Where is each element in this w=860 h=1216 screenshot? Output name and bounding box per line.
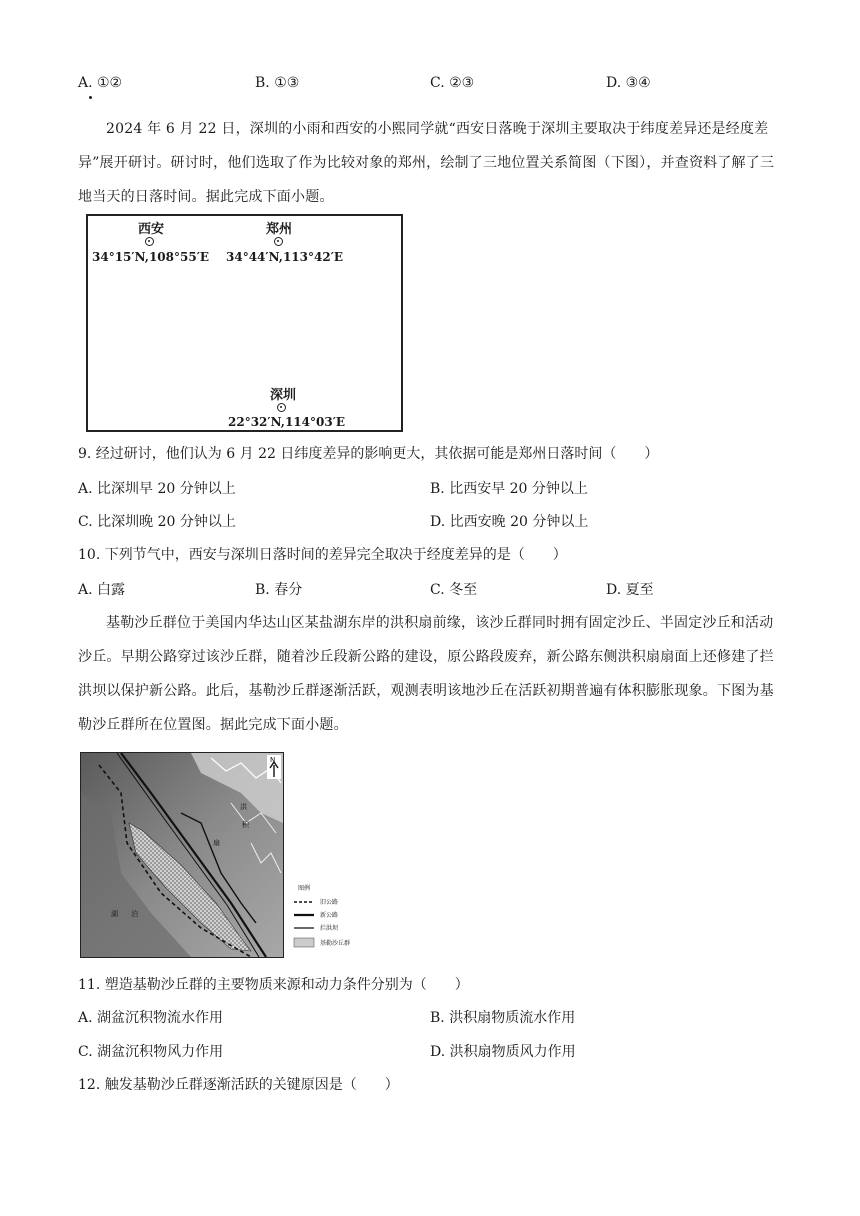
lake-label-2: 泊 — [131, 910, 138, 918]
q9-option-d: D. 比西安晚 20 分钟以上 — [430, 514, 589, 530]
city-coord-xian: 34°15′N,108°55′E — [92, 250, 209, 264]
q8-option-a: A. ①② — [78, 75, 123, 91]
legend-new-road-label: 新公路 — [320, 912, 339, 919]
lake-label-1: 湖 — [111, 910, 118, 918]
fan-label-2: 积 — [242, 821, 249, 829]
city-coord-shenzhen: 22°32′N,114°03′E — [228, 415, 345, 429]
map-legend — [292, 884, 392, 954]
fan-label-1: 洪 — [240, 803, 247, 811]
city-name-zhengzhou: 郑州 — [266, 222, 293, 237]
intro-paragraph-1: 2024 年 6 月 22 日，深圳的小雨和西安的小熙同学就“西安日落晚于深圳主要取决于纬度差异还是经度差异”展开研讨。研讨时，他们选取了作为比较对象的郑州，绘制了三地位置关系简图（下图），并查资料了解了三地当天的日落时间。据此完成下面小题。 — [78, 121, 775, 205]
city-marker-shenzhen — [277, 403, 286, 412]
legend-dam-label: 拦洪坝 — [320, 925, 339, 932]
q9-option-b: B. 比西安早 20 分钟以上 — [430, 481, 588, 497]
q9-stem: 9. 经过研讨，他们认为 6 月 22 日纬度差异的影响更大，其依据可能是郑州日落时间（ ） — [78, 446, 659, 462]
city-name-shenzhen: 深圳 — [270, 388, 297, 403]
dune-location-map — [80, 752, 284, 958]
q10-option-c: C. 冬至 — [430, 582, 478, 598]
q10-option-a: A. 白露 — [78, 582, 126, 598]
city-coord-zhengzhou: 34°44′N,113°42′E — [226, 250, 343, 264]
q10-stem: 10. 下列节气中，西安与深圳日落时间的差异完全取决于经度差异的是（ ） — [78, 547, 567, 563]
bullet-dot — [89, 96, 92, 99]
map-graphic — [81, 753, 283, 957]
city-marker-zhengzhou — [274, 237, 283, 246]
q11-option-c: C. 湖盆沉积物风力作用 — [78, 1044, 224, 1060]
q10-option-d: D. 夏至 — [606, 582, 654, 598]
q11-option-a: A. 湖盆沉积物流水作用 — [78, 1010, 224, 1026]
location-diagram — [86, 214, 403, 432]
q11-option-b: B. 洪积扇物质流水作用 — [430, 1010, 576, 1026]
city-marker-xian — [145, 237, 154, 246]
q10-option-b: B. 春分 — [255, 582, 303, 598]
q11-option-d: D. 洪积扇物质风力作用 — [430, 1044, 576, 1060]
legend-title: 图例 — [298, 885, 311, 892]
city-name-xian: 西安 — [138, 222, 165, 237]
q12-stem: 12. 触发基勒沙丘群逐渐活跃的关键原因是（ ） — [78, 1077, 399, 1093]
legend-old-road-label: 旧公路 — [320, 899, 339, 906]
q11-stem: 11. 塑造基勒沙丘群的主要物质来源和动力条件分别为（ ） — [78, 977, 469, 993]
north-label: N — [270, 756, 276, 764]
fan-label-3: 扇 — [213, 839, 220, 847]
legend-dune-label: 基勒沙丘群 — [320, 940, 351, 947]
q8-option-d: D. ③④ — [606, 75, 651, 91]
q8-option-c: C. ②③ — [430, 75, 475, 91]
q8-option-b: B. ①③ — [255, 75, 300, 91]
legend-dune-swatch — [294, 938, 314, 947]
legend-graphic — [292, 884, 392, 954]
q9-option-a: A. 比深圳早 20 分钟以上 — [78, 481, 236, 497]
q9-option-c: C. 比深圳晚 20 分钟以上 — [78, 514, 236, 530]
intro-paragraph-2: 基勒沙丘群位于美国内华达山区某盐湖东岸的洪积扇前缘，该沙丘群同时拥有固定沙丘、半固定沙丘和活动沙丘。早期公路穿过该沙丘群，随着沙丘段新公路的建设，原公路段废弃，新公路东侧洪积扇扇面上还修建了拦洪坝以保护新公路。此后，基勒沙丘群逐渐活跃，观测表明该地沙丘在活跃初期普遍有体积膨胀现象。下图为基勒沙丘群所在位置图。据此完成下面小题。 — [78, 615, 774, 733]
